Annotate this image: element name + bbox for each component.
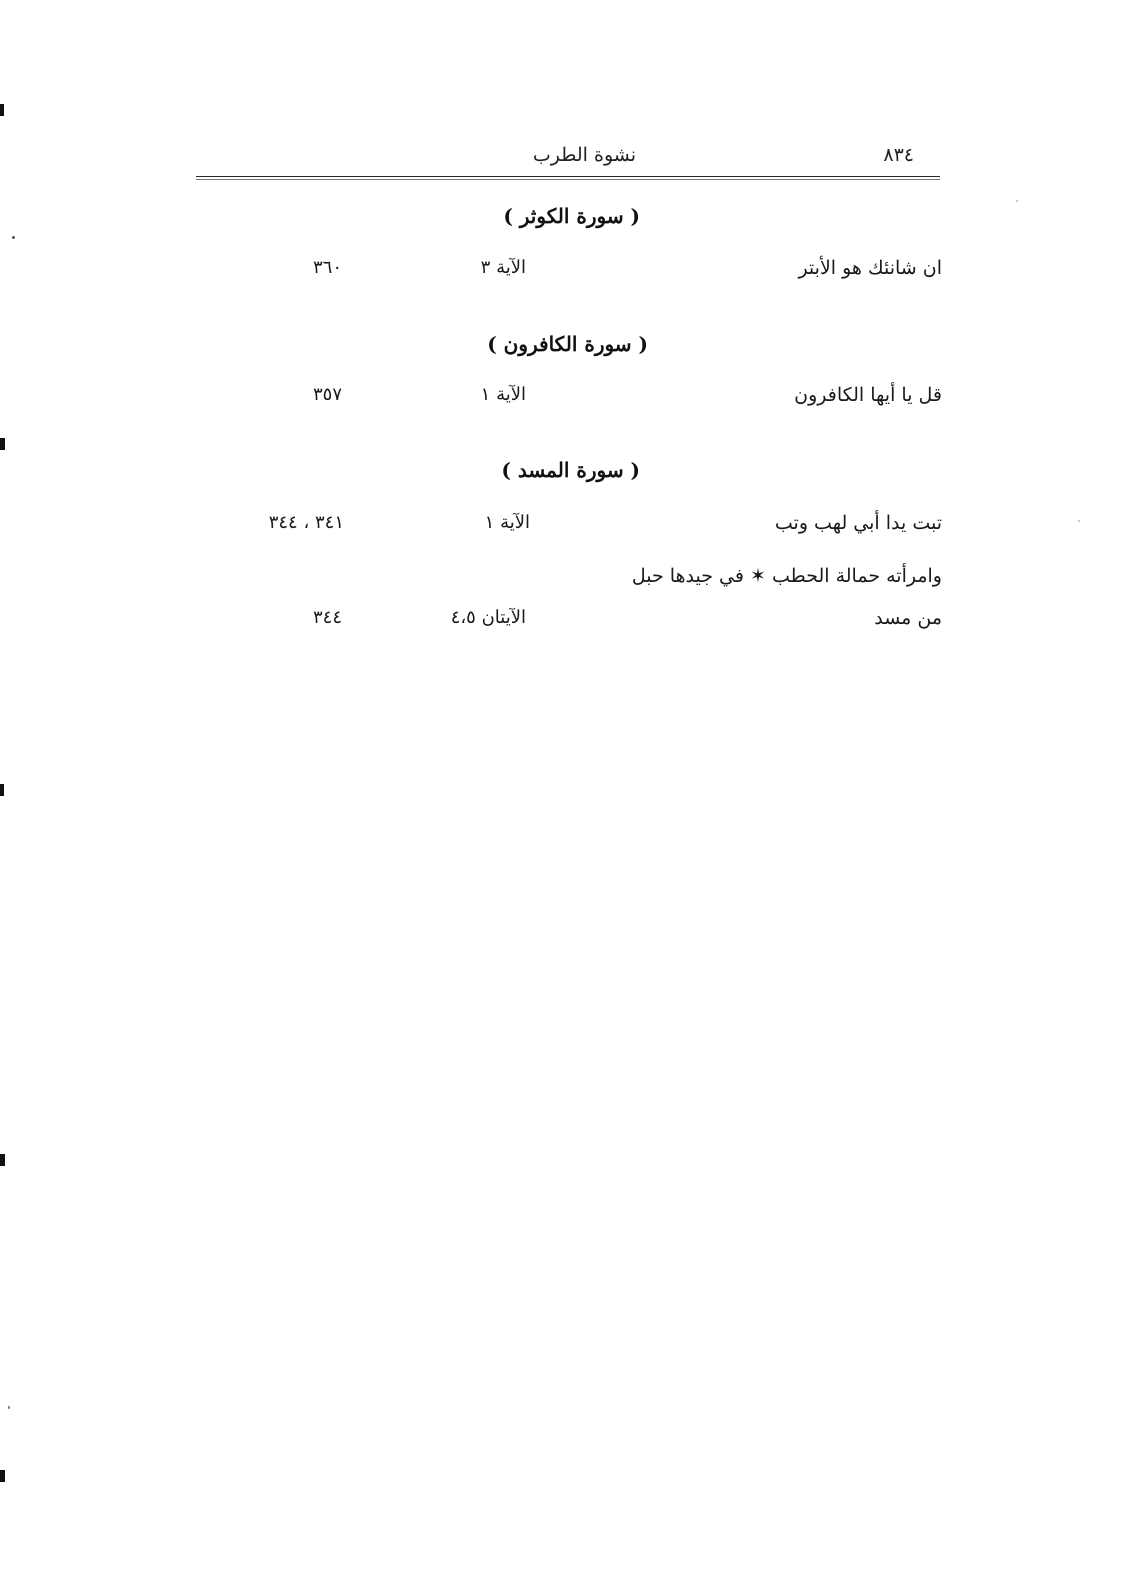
scan-artifact (0, 104, 4, 116)
section-heading-masad: ( سورة المسد ) (501, 458, 640, 482)
verse-text-line1: وامرأته حمالة الحطب ✶ في جيدها حبل (631, 565, 942, 587)
verse-pages: ٣٤٤ (312, 607, 342, 628)
scan-speck (8, 1406, 10, 1409)
header-rule-thin (196, 179, 940, 180)
verse-ref: الآيتان ٤،٥ (450, 607, 526, 628)
verse-pages: ٣٤١ ، ٣٤٤ (268, 512, 344, 533)
scan-artifact (0, 784, 4, 796)
verse-text: تبت يدا أبي لهب وتب (774, 512, 942, 534)
verse-text-line2: من مسد (874, 607, 942, 629)
scan-artifact (0, 438, 5, 450)
header-rule (196, 176, 940, 177)
verse-text: ان شانئك هو الأبتر (798, 257, 942, 279)
verse-pages: ٣٥٧ (312, 384, 342, 405)
scan-speck (12, 236, 15, 239)
verse-text: قل يا أيها الكافرون (794, 384, 942, 406)
verse-pages: ٣٦٠ (312, 257, 342, 278)
page-number: ٨٣٤ (883, 144, 914, 166)
verse-ref: الآية ١ (484, 512, 530, 533)
section-heading-kafirun: ( سورة الكافرون ) (487, 332, 648, 356)
scan-artifact (0, 1470, 5, 1482)
scan-artifact (0, 1154, 5, 1166)
scan-speck (1016, 200, 1018, 202)
verse-ref: الآية ١ (480, 384, 526, 405)
scan-speck (1078, 520, 1080, 522)
running-title: نشوة الطرب (532, 144, 636, 166)
verse-ref: الآية ٣ (480, 257, 526, 278)
section-heading-kawthar: ( سورة الكوثر ) (503, 204, 640, 228)
